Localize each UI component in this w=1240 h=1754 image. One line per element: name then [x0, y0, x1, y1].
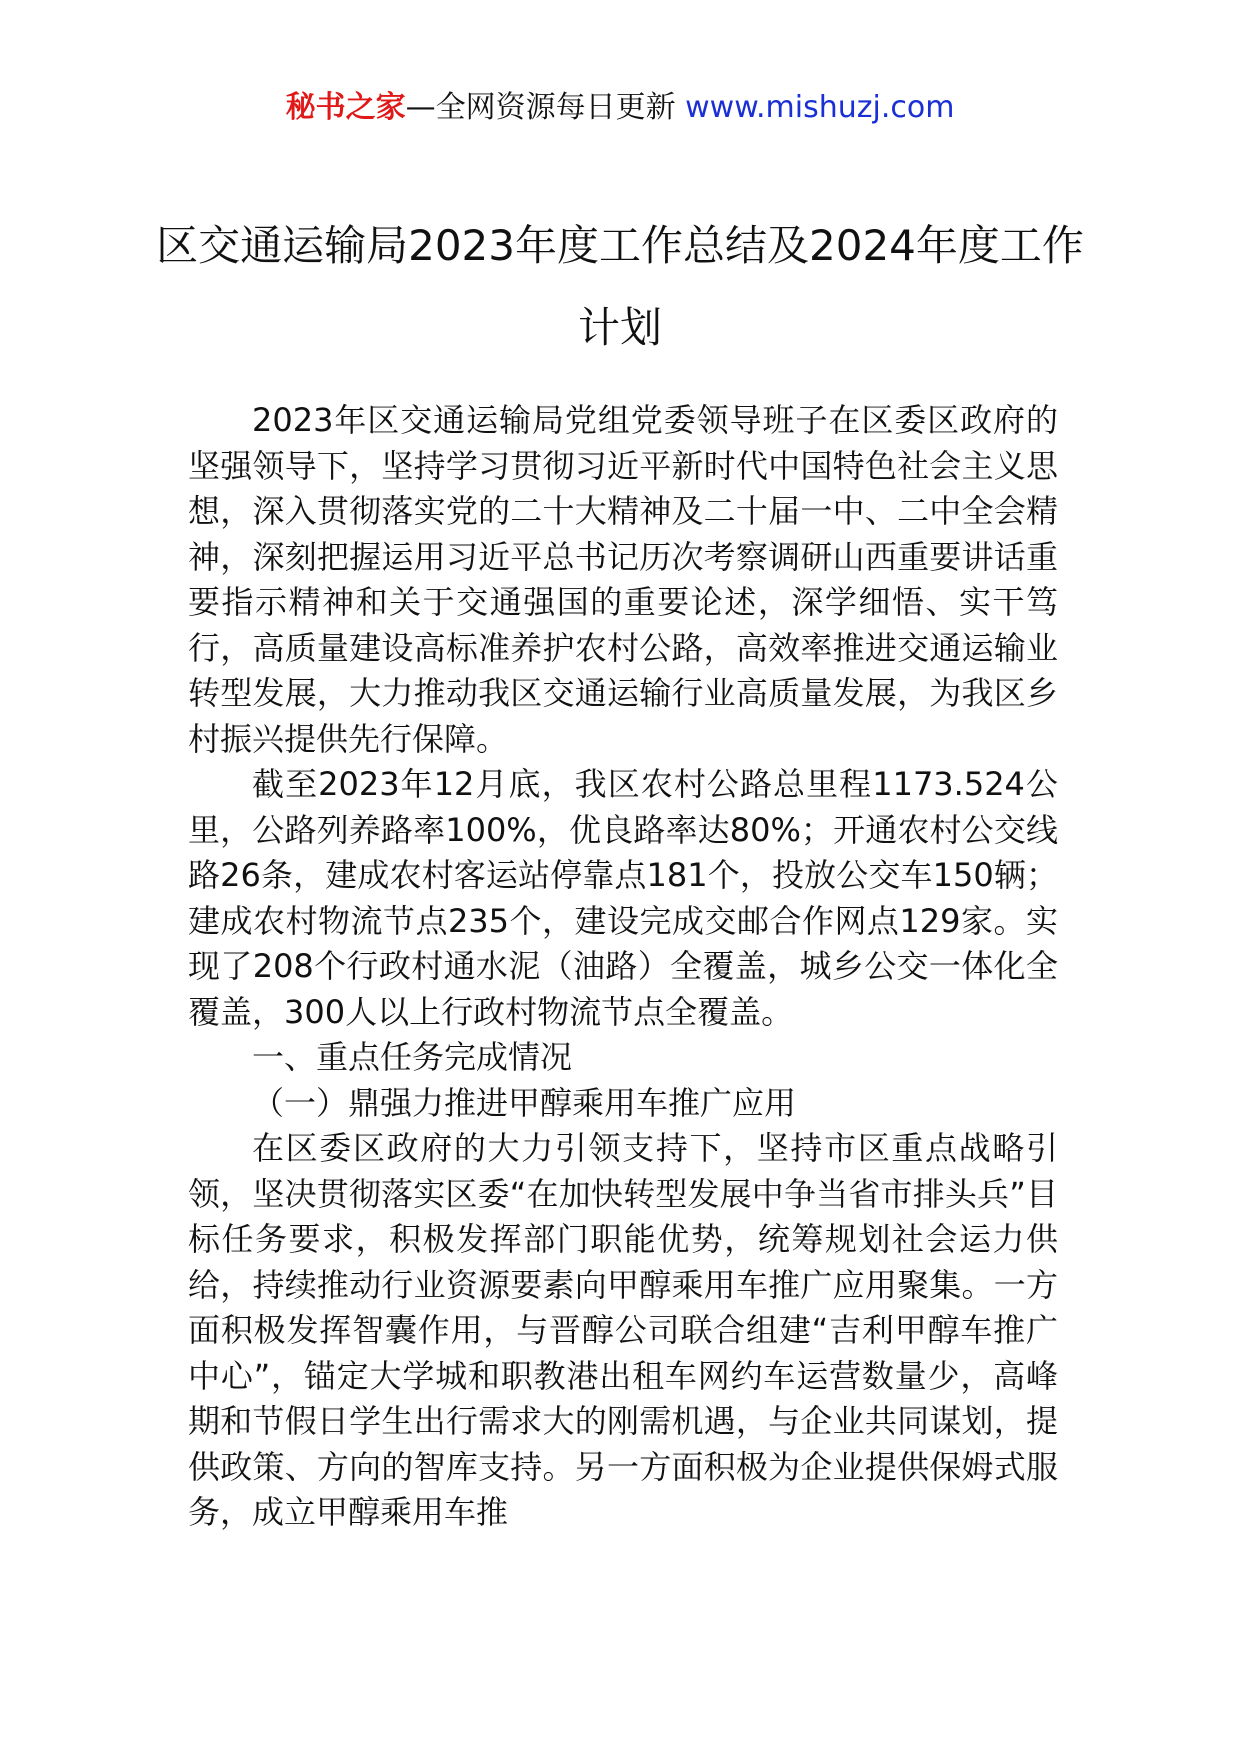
site-url-link[interactable]: www.mishuzj.com: [685, 90, 955, 125]
subsection-heading: （一）鼎强力推进甲醇乘用车推广应用: [252, 1083, 797, 1122]
site-tagline: —全网资源每日更新: [405, 90, 686, 125]
document-title: 区交通运输局2023年度工作总结及2024年度工作计划: [156, 221, 1084, 352]
section-heading: 一、重点任务完成情况: [252, 1038, 573, 1076]
site-header: [0, 88, 1240, 128]
paragraph-intro: 2023年区交通运输局党组党委领导班子在区委区政府的坚强领导下，坚持学习贯彻习近平新时代中国特色社会主义思想，深入贯彻落实党的二十大精神及二十届一中、二中全会精神，深刻把握运用习近平总书记历次考察调研山西重要讲话重要指示精神和关于交通强国的重要论述，深学细悟、实干笃行，高质量建设高标准养护农村公路，高效率推进交通运输业转型发展，大力推动我区交通运输行业高质量发展，为我区乡村振兴提供先行保障。: [188, 401, 1058, 758]
paragraph-statistics: 截至2023年12月底，我区农村公路总里程1173.524公里，公路列养路率100%，优良路率达80%；开通农村公交线路26条，建成农村客运站停靠点181个，投放公交车150辆；建成农村物流节点235个，建设完成交邮合作网点129家。实现了208个行政村通水泥（油路）全覆盖，城乡公交一体化全覆盖，300人以上行政村物流节点全覆盖。: [188, 765, 1058, 1031]
paragraph-methanol: 在区委区政府的大力引领支持下，坚持市区重点战略引领，坚决贯彻落实区委“在加快转型发展中争当省市排头兵”目标任务要求，积极发挥部门职能优势，统筹规划社会运力供给，持续推动行业资源要素向甲醇乘用车推广应用聚集。一方面积极发挥智囊作用，与晋醇公司联合组建“吉利甲醇车推广中心”，锚定大学城和职教港出租车网约车运营数量少，高峰期和节假日学生出行需求大的刚需机遇，与企业共同谋划，提供政策、方向的智库支持。另一方面积极为企业提供保姆式服务，成立甲醇乘用车推: [188, 1129, 1058, 1531]
site-brand: 秘书之家: [285, 90, 406, 125]
document-body: [188, 398, 1058, 1536]
